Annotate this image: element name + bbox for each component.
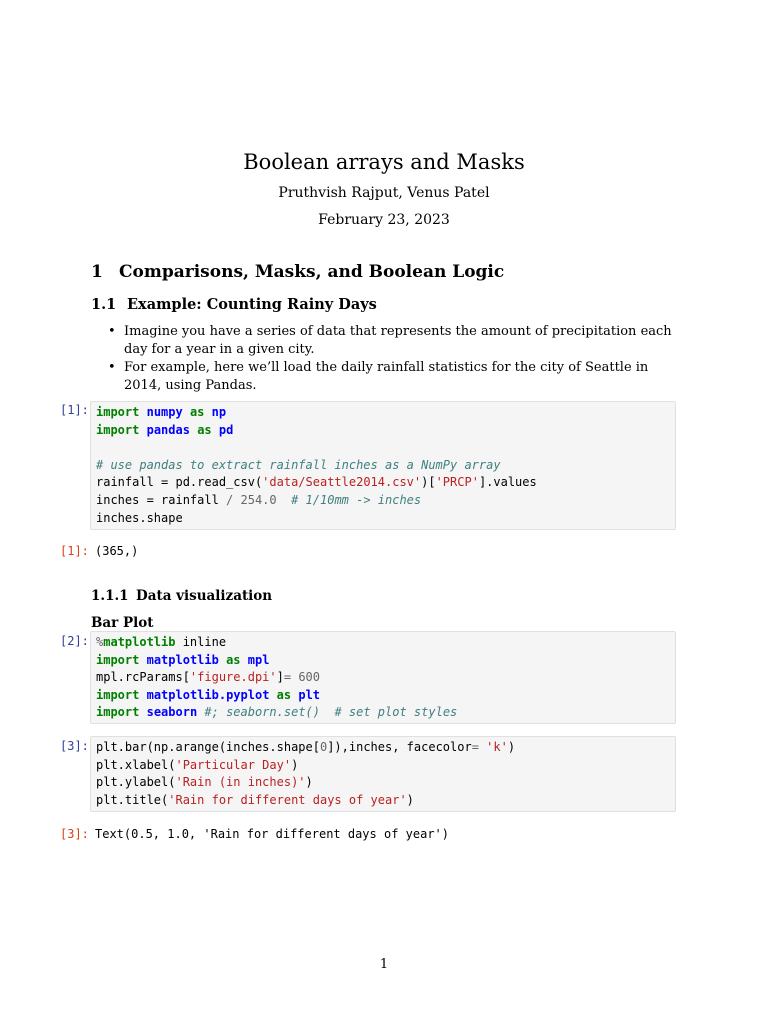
subsection-heading-1-1 [91,296,377,313]
section-title: Comparisons, Masks, and Boolean Logic [119,262,505,282]
code-block: %matplotlib inline import matplotlib as mpl mpl.rcParams['figure.dpi']= 600 import matplotlib.pyplot as plt import seaborn #; seaborn.set() # set plot styles [96,635,458,720]
subsubsection-title: Data visualization [136,588,273,604]
output-prompt: [3]: [60,827,89,841]
section-heading-1 [91,262,504,282]
input-prompt: [2]: [60,634,89,648]
bullet-list [108,323,680,395]
cell-output-1: (365,) [95,544,139,558]
cell-output-3: Text(0.5, 1.0, 'Rain for different days of year') [95,827,450,841]
code-block: plt.bar(np.arange(inches.shape[0]),inches, facecolor= 'k') plt.xlabel('Particular Day') plt.ylabel('Rain (in inches)') plt.title('Rain for different days of year') [96,740,516,807]
code-cell-1[interactable] [90,401,676,530]
code-block: import numpy as np import pandas as pd # use pandas to extract rainfall inches as a NumPy array rainfall = pd.read_csv('data/Seattle2014.csv')['PRCP'].values inches = rainfall / 254.0 # 1/10mm -> inches inches.shape [96,405,537,525]
document-authors: Pruthvish Rajput, Venus Patel [278,185,490,201]
bullet-item: • Imagine you have a series of data that represents the amount of precipitation each day for a year in a given city. [108,323,680,358]
subsubsection-number: 1.1.1 [91,588,129,604]
section-number: 1 [91,262,103,282]
subsubsection-heading-1-1-1 [91,588,272,604]
bullet-item: • For example, here we’ll load the daily rainfall statistics for the city of Seattle in 2014, using Pandas. [108,359,680,394]
subsection-number: 1.1 [91,296,117,313]
page-number: 1 [379,957,389,972]
output-prompt: [1]: [60,544,89,558]
document-title: Boolean arrays and Masks [243,150,525,174]
subsection-title: Example: Counting Rainy Days [127,296,377,313]
document-date: February 23, 2023 [318,212,450,228]
input-prompt: [3]: [60,739,89,753]
code-cell-2[interactable] [90,631,676,724]
input-prompt: [1]: [60,403,89,417]
paragraph-heading: Bar Plot [91,615,154,631]
code-cell-3[interactable] [90,736,676,812]
